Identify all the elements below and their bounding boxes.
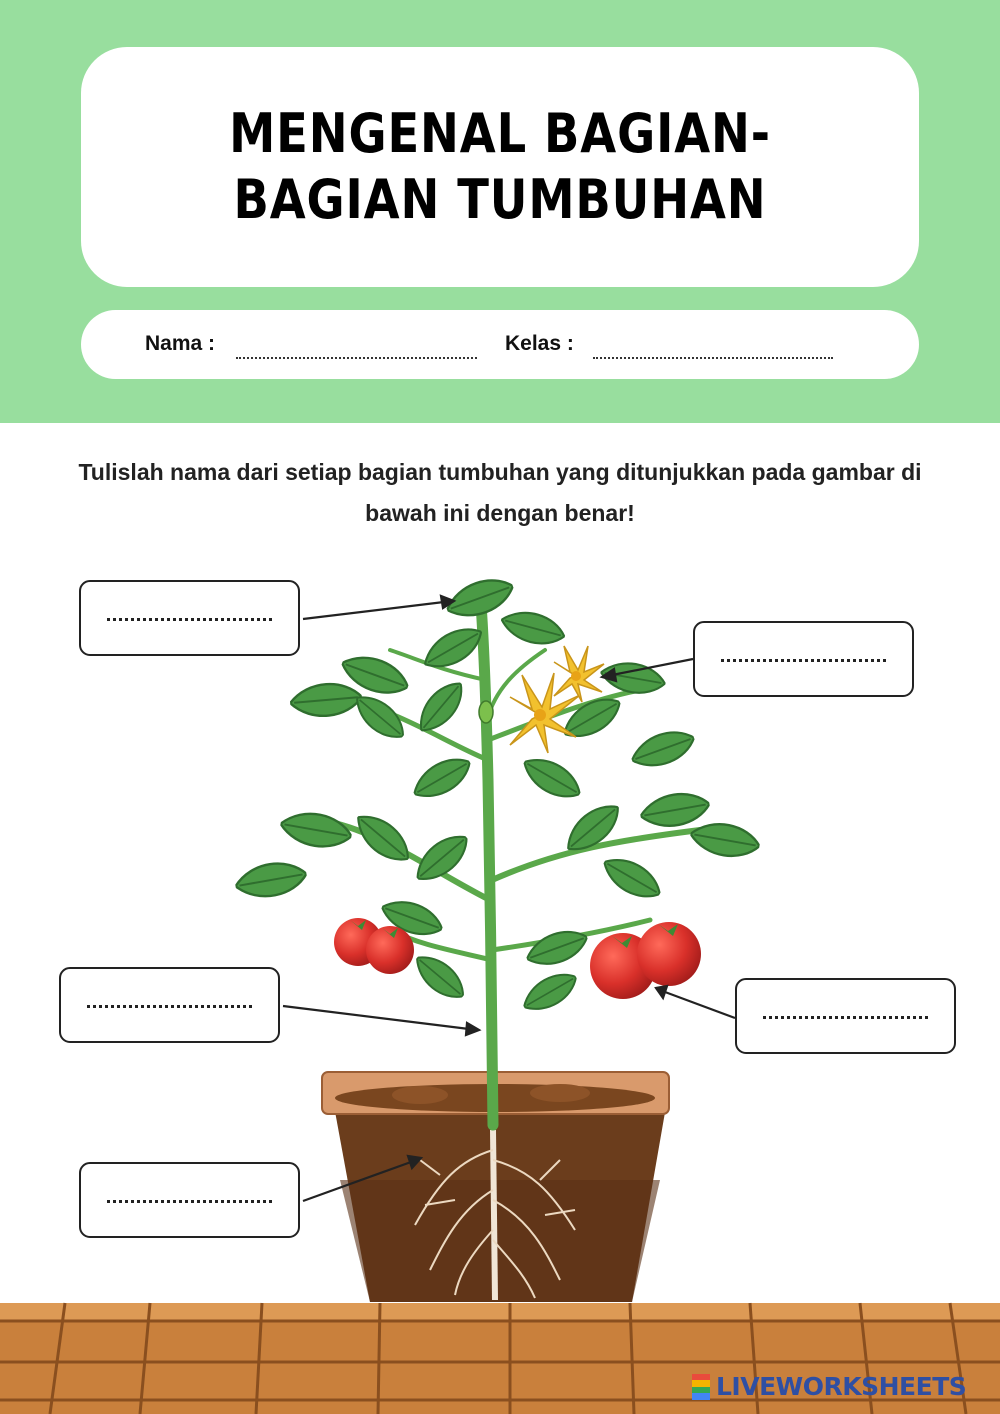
class-label: Kelas : bbox=[505, 332, 574, 355]
answer-box-stem[interactable] bbox=[59, 967, 280, 1043]
answer-line[interactable] bbox=[107, 1200, 272, 1203]
brand-name: LIVEWORKSHEETS bbox=[716, 1372, 967, 1401]
page-title: MENGENAL BAGIAN-BAGIAN TUMBUHAN bbox=[229, 102, 771, 231]
answer-box-flower[interactable] bbox=[693, 621, 914, 697]
answer-box-leaf[interactable] bbox=[79, 580, 300, 656]
answer-line[interactable] bbox=[763, 1016, 928, 1019]
answer-line[interactable] bbox=[87, 1005, 252, 1008]
answer-line[interactable] bbox=[721, 659, 886, 662]
tomato-icon bbox=[334, 918, 701, 999]
answer-line[interactable] bbox=[107, 618, 272, 621]
instructions-text: Tulislah nama dari setiap bagian tumbuhan yang ditunjukkan pada gambar di bawah ini dengan benar! bbox=[78, 459, 922, 526]
name-label: Nama : bbox=[145, 332, 216, 355]
answer-box-root[interactable] bbox=[79, 1162, 300, 1238]
answer-box-fruit[interactable] bbox=[735, 978, 956, 1054]
liveworksheets-brand bbox=[692, 1372, 966, 1401]
liveworksheets-logo-icon bbox=[692, 1374, 710, 1400]
